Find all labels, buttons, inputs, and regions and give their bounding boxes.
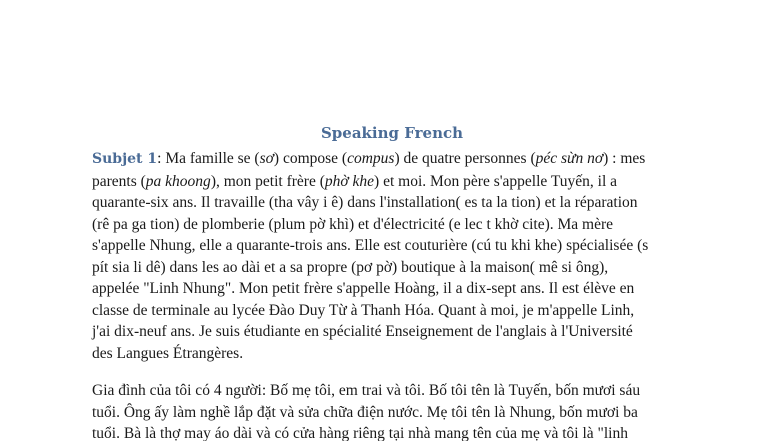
- text-line: [92, 148, 696, 171]
- pronunciation-note: pa khoong: [145, 172, 211, 190]
- text-run: pít sia li dê) dans les ao dài et a sa propre (pơ pờ) boutique à la maison( mê si ông),: [92, 258, 609, 276]
- text-line: tuổi. Bà là thợ may áo dài và có cửa hàng riêng tại nhà mang tên của mẹ và tôi là "linh: [92, 425, 628, 441]
- text-line: Gia đình của tôi có 4 người: Bố mẹ tôi, em trai và tôi. Bố tôi tên là Tuyến, bốn mươi sáu: [92, 382, 641, 399]
- text-line: [92, 321, 696, 343]
- subject-label: Subjet 1: [92, 151, 158, 167]
- pronunciation-note: péc sừn nơ: [535, 150, 604, 167]
- text-line: [92, 192, 696, 214]
- text-run: : Ma famille se (: [157, 150, 260, 167]
- pronunciation-note: sơ: [259, 150, 274, 167]
- pronunciation-note: compus: [347, 150, 395, 167]
- text-run: quarante-six ans. Il travaille (tha vây i ê) dans l'installation( es ta la tion) et la réparation: [92, 194, 638, 211]
- text-line: tuổi. Ông ấy làm nghề lắp đặt và sửa chữa điện nước. Mẹ tôi tên là Nhung, bốn mươi ba: [92, 403, 638, 421]
- text-run: ) : mes: [603, 150, 646, 167]
- text-line: [92, 171, 696, 193]
- text-line: [92, 300, 696, 322]
- text-run: ) de quatre personnes (: [394, 150, 536, 167]
- text-line: [92, 257, 696, 279]
- text-run: ), mon petit frère (: [210, 172, 325, 190]
- text-line: [92, 278, 696, 300]
- text-run: ) et moi. Mon père s'appelle Tuyến, il a: [374, 172, 618, 190]
- text-line: [92, 214, 696, 236]
- text-line: [92, 343, 696, 365]
- text-run: ) compose (: [273, 150, 348, 167]
- text-run: s'appelle Nhung, elle a quarante-trois ans. Elle est couturière (cú tu khi khe) spécialisée (s: [92, 237, 649, 254]
- paragraph-french: [92, 148, 696, 364]
- text-run: j'ai dix-neuf ans. Je suis étudiante en spécialité Enseignement de l'anglais à l'Université: [92, 323, 633, 340]
- text-run: (rê pa ga tion) de plomberie (plum pờ khì) et d'électricité (e lec t khờ cite). Ma mère: [92, 215, 613, 233]
- text-run: parents (: [92, 172, 146, 190]
- text-run: des Langues Étrangères.: [92, 344, 244, 362]
- text-line: [92, 235, 696, 257]
- text-run: appelée "Linh Nhung". Mon petit frère s'appelle Hoàng, il a dix-sept ans. Il est élève en: [92, 280, 635, 297]
- paragraph-vietnamese: [92, 380, 696, 441]
- document-title: Speaking French: [320, 124, 464, 142]
- pronunciation-note: phờ khe: [324, 172, 375, 190]
- text-run: classe de terminale au lycée Đào Duy Từ à Thanh Hóa. Quant à moi, je m'appelle Linh,: [92, 301, 635, 319]
